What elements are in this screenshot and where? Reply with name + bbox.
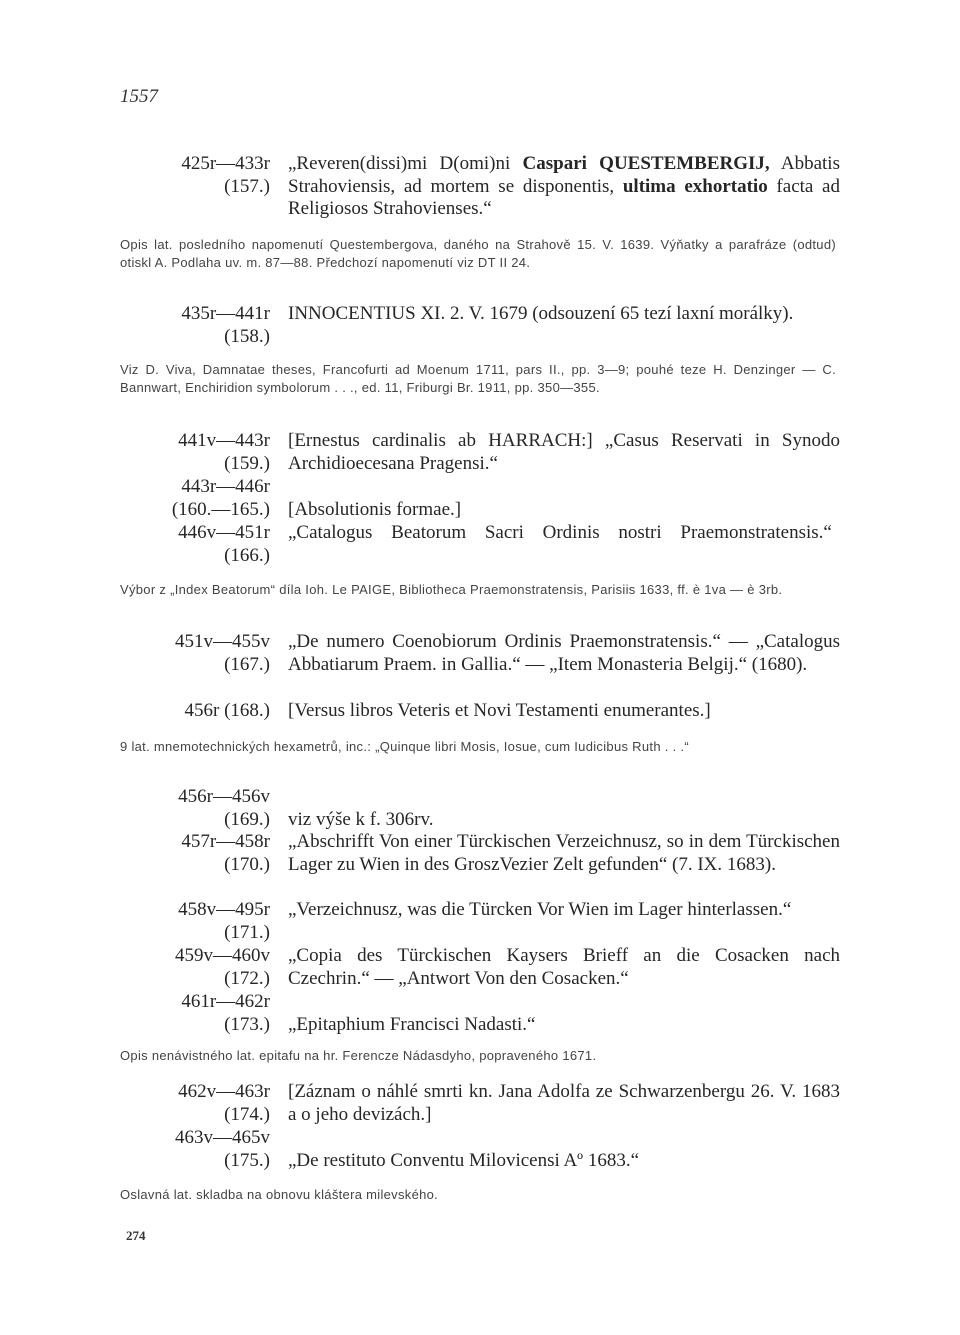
entry-title: „Reveren(dissi)mi D(omi)ni Caspari QUESTEMBERGIJ, Abbatis Strahoviensis, ad mortem se disponentis, ultima exhortatio facta ad Religiosos Strahovienses.“ — [288, 153, 840, 219]
folio-reference: 458v—495r (171.) — [178, 899, 270, 943]
folio-reference: 435r—441r (158.) — [181, 303, 270, 347]
editorial-note: Opis nenávistného lat. epitafu na hr. Ferencze Nádasdyho, popraveného 1671. — [120, 1048, 597, 1063]
catalog-entry — [120, 945, 840, 990]
editorial-note: 9 lat. mnemotechnických hexametrů, inc.: „Quinque libri Mosis, Iosue, cum Iudicibus Ruth . . .“ — [120, 739, 689, 754]
catalog-entry — [120, 991, 840, 1036]
catalog-entry — [120, 786, 840, 831]
page-number: 274 — [126, 1228, 146, 1243]
entry-title: „De numero Coenobiorum Ordinis Praemonstratensis.“ — „Catalogus Abbatiarum Praem. in Gallia.“ — „Item Monasteria Belgij.“ (1680). — [288, 631, 840, 675]
entry-title: [Záznam o náhlé smrti kn. Jana Adolfa ze Schwarzenbergu 26. V. 1683 a o jeho devizách.] — [288, 1081, 840, 1125]
editorial-note: Viz D. Viva, Damnatae theses, Francofurti ad Moenum 1711, pars II., pp. 3—9; pouhé teze H. Denzinger — C. Bannwart, Enchiridion symbolorum . . ., ed. 11, Friburgi Br. 1911, pp. 350—355. — [120, 362, 836, 395]
folio-reference: 425r—433r (157.) — [181, 153, 270, 197]
folio-reference: 462v—463r (174.) — [178, 1081, 270, 1125]
entry-title: „Abschrifft Von einer Türckischen Verzeichnusz, so in dem Türckischen Lager zu Wien in des GroszVezier Zelt gefunden“ (7. IX. 1683). — [288, 831, 840, 875]
entry-title: [Absolutionis formae.] — [288, 498, 462, 520]
folio-reference: 443r—446r (160.—165.) — [171, 476, 270, 520]
folio-reference: 461r—462r (173.) — [181, 991, 270, 1035]
entry-title: „Catalogus Beatorum Sacri Ordinis nostri Praemonstratensis.“ — [288, 522, 832, 543]
catalog-entry — [120, 303, 840, 348]
catalog-entry — [120, 153, 840, 221]
entry-title: [Ernestus cardinalis ab HARRACH:] „Casus Reservati in Synodo Archidioecesana Pragensi.“ — [288, 430, 840, 474]
folio-reference: 463v—465v (175.) — [175, 1127, 270, 1171]
editorial-note: Oslavná lat. skladba na obnovu kláštera milevského. — [120, 1187, 439, 1202]
folio-reference: 451v—455v (167.) — [175, 631, 270, 675]
catalog-entry — [120, 631, 840, 676]
catalog-entry — [120, 700, 840, 723]
entry-title: „Copia des Türckischen Kaysers Brieff an die Cosacken nach Czechrin.“ — „Antwort Von den Cosacken.“ — [288, 945, 840, 989]
folio-reference: 459v—460v (172.) — [175, 945, 270, 989]
catalog-entry — [120, 1127, 840, 1172]
entry-title: [Versus libros Veteris et Novi Testamenti enumerantes.] — [288, 700, 711, 721]
entry-title: „Verzeichnusz, was die Türcken Vor Wien im Lager hinterlassen.“ — [288, 899, 792, 920]
running-head: 1557 — [120, 86, 158, 107]
folio-reference: 457r—458r (170.) — [181, 831, 270, 875]
catalog-entry — [120, 899, 840, 944]
entry-title: „De restituto Conventu Milovicensi Aº 1683.“ — [288, 1149, 640, 1171]
folio-reference: 456r—456v (169.) — [178, 786, 270, 830]
entry-title: „Epitaphium Francisci Nadasti.“ — [288, 1013, 536, 1035]
catalog-entry — [120, 476, 840, 521]
folio-reference: 446v—451r (166.) — [178, 522, 270, 566]
catalog-entry — [120, 831, 840, 876]
editorial-note: Výbor z „Index Beatorum“ díla Ioh. Le PAIGE, Bibliotheca Praemonstratensis, Parisiis 1633, ff. è 1va — è 3rb. — [120, 582, 783, 597]
entry-title: INNOCENTIUS XI. 2. V. 1679 (odsouzení 65 tezí laxní morálky). — [288, 303, 794, 324]
entry-title: viz výše k f. 306rv. — [288, 808, 434, 830]
catalog-entry — [120, 1081, 840, 1126]
catalog-entry — [120, 522, 840, 567]
folio-reference: 441v—443r (159.) — [178, 430, 270, 474]
editorial-note: Opis lat. posledního napomenutí Questembergova, daného na Strahově 15. V. 1639. Výňatky a parafráze (odtud) otiskl A. Podlaha uv. m. 87—88. Předchozí napomenutí viz DT II 24. — [120, 237, 836, 270]
folio-reference: 456r (168.) — [184, 700, 270, 721]
catalog-entry — [120, 430, 840, 475]
